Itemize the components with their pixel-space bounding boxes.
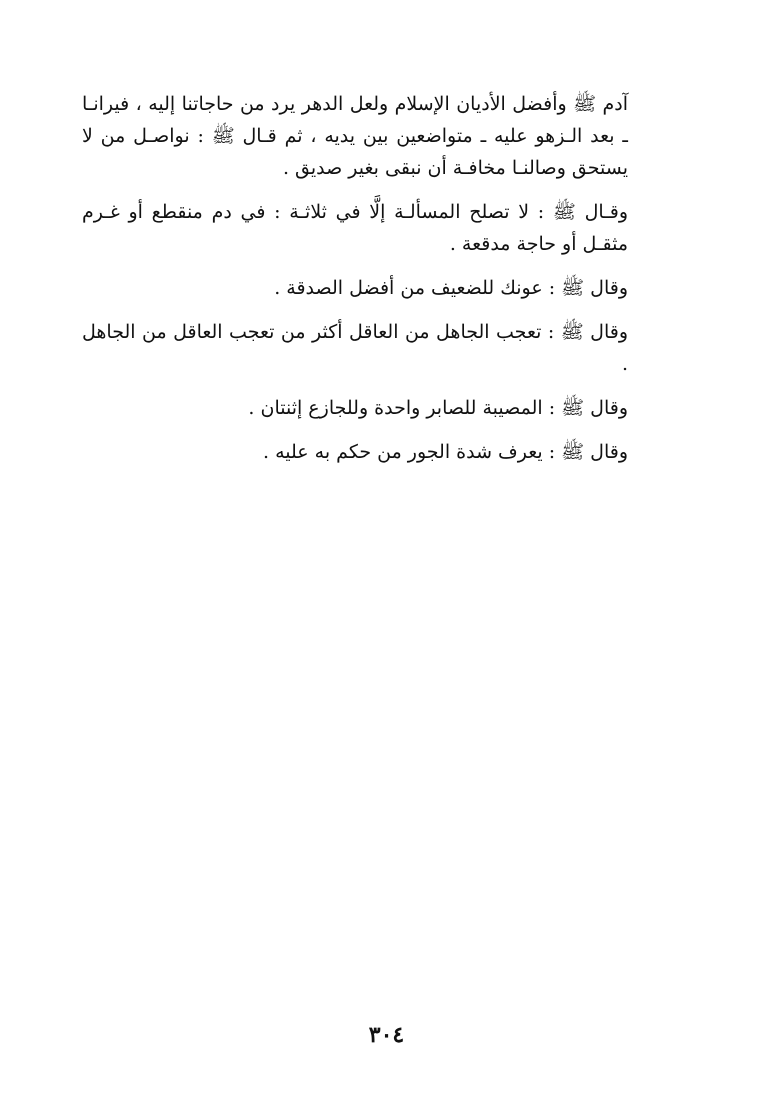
paragraph-2 — [82, 196, 628, 260]
page-number: ٣٠٤ — [368, 1022, 405, 1048]
body-text — [82, 88, 628, 468]
paragraph-5-text: وقال ﷺ : المصيبة للصابر واحدة وللجازع إثنتان . — [248, 397, 628, 419]
paragraph-2-text: وقـال ﷺ : لا تصلح المسألـة إلَّا في ثلاثـة : في دم منقطع أو غـرم مثقـل أو حاجة مدقعة . — [82, 201, 628, 255]
paragraph-4-text: وقال ﷺ : تعجب الجاهل من العاقل أكثر من تعجب العاقل من الجاهل . — [82, 321, 628, 375]
paragraph-6-text: وقال ﷺ : يعرف شدة الجور من حكم به عليه . — [263, 441, 628, 463]
paragraph-5 — [82, 392, 628, 424]
paragraph-3-text: وقال ﷺ : عونك للضعيف من أفضل الصدقة . — [274, 277, 628, 299]
paragraph-4 — [82, 316, 628, 380]
paragraph-6 — [82, 436, 628, 468]
paragraph-1-text: آدم ﷺ وأفضل الأديان الإسلام ولعل الدهر يرد من حاجاتنا إليه ، فيرانـا ـ بعد الـزهو عليه ـ متواضعين بين يديه ، ثم قـال ﷺ : نواصـل من لا يستحق وصالنـا مخافـة أن نبقى بغير صديق . — [82, 93, 628, 179]
paragraph-1 — [82, 88, 628, 184]
paragraph-3 — [82, 272, 628, 304]
